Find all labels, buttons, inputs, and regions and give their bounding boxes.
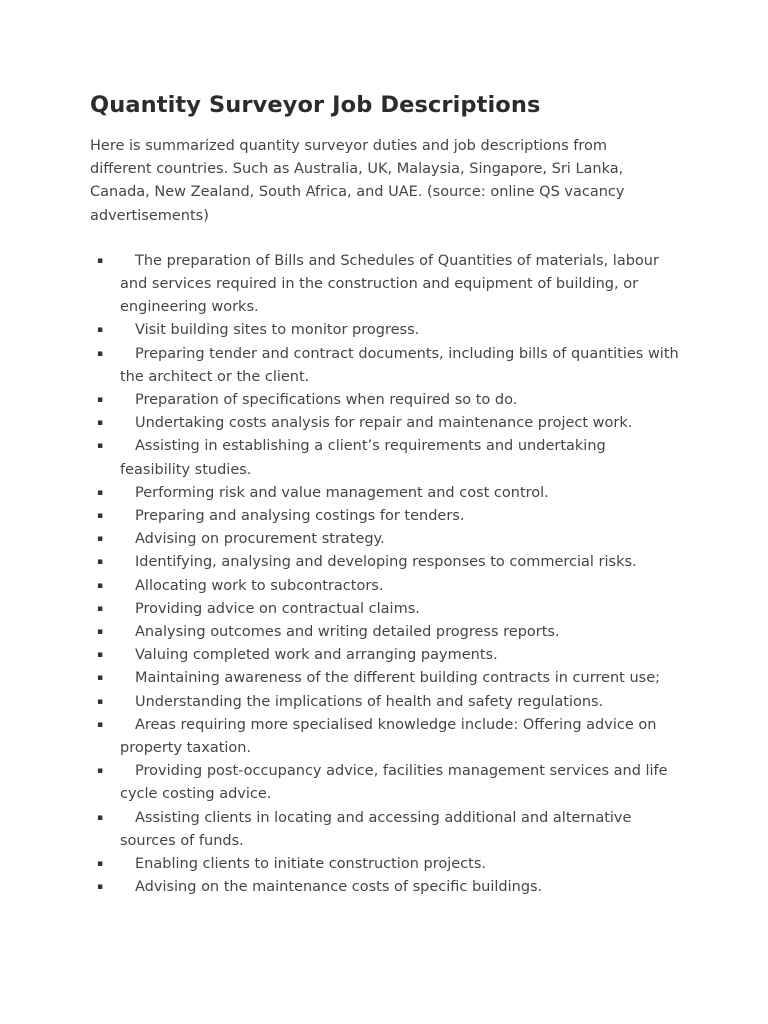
duty-text: Advising on the maintenance costs of specific buildings. xyxy=(135,879,543,896)
bullet-icon: ▪ xyxy=(97,719,104,730)
duty-text: Assisting clients in locating and accessing additional and alternative sources of funds. xyxy=(120,809,632,849)
duty-text: Maintaining awareness of the different building contracts in current use; xyxy=(135,670,661,687)
bullet-icon: ▪ xyxy=(97,557,104,568)
duty-item xyxy=(90,343,680,389)
bullet-icon: ▪ xyxy=(97,859,104,870)
duty-text: Analysing outcomes and writing detailed progress reports. xyxy=(135,624,560,641)
duty-item xyxy=(90,876,680,899)
duty-item xyxy=(90,528,680,551)
duty-text: Allocating work to subcontractors. xyxy=(135,577,384,594)
intro-paragraph: Here is summarized quantity surveyor duties and job descriptions from different countries. Such as Australia, UK, Malaysia, Singapore, Sri Lanka, Canada, New Zealand, South Africa, and UAE. (source: online QS vacancy advertisements) xyxy=(90,138,625,224)
duty-item xyxy=(90,691,680,714)
bullet-icon: ▪ xyxy=(97,603,104,614)
duties-list xyxy=(90,250,690,900)
duty-item xyxy=(90,760,680,806)
duty-text: Performing risk and value management and cost control. xyxy=(135,484,549,501)
duty-item xyxy=(90,250,680,320)
duty-item xyxy=(90,551,680,574)
duty-text: Preparing and analysing costings for tenders. xyxy=(135,508,465,525)
bullet-icon: ▪ xyxy=(97,766,104,777)
duty-text: Providing advice on contractual claims. xyxy=(135,600,420,617)
bullet-icon: ▪ xyxy=(97,650,104,661)
duty-text: Preparing tender and contract documents, including bills of quantities with the architect or the client. xyxy=(120,345,679,385)
bullet-icon: ▪ xyxy=(97,395,104,406)
bullet-icon: ▪ xyxy=(97,487,104,498)
duty-text: The preparation of Bills and Schedules of Quantities of materials, labour and services required in the construction and equipment of building, or engineering works. xyxy=(120,252,659,316)
bullet-icon: ▪ xyxy=(97,348,104,359)
duty-text: Visit building sites to monitor progress. xyxy=(135,322,420,339)
bullet-icon: ▪ xyxy=(97,418,104,429)
duty-text: Assisting in establishing a client’s requirements and undertaking feasibility studies. xyxy=(120,438,606,478)
bullet-icon: ▪ xyxy=(97,580,104,591)
bullet-icon: ▪ xyxy=(97,255,104,266)
bullet-icon: ▪ xyxy=(97,696,104,707)
duty-item xyxy=(90,389,680,412)
duty-item xyxy=(90,319,680,342)
duty-text: Undertaking costs analysis for repair and maintenance project work. xyxy=(135,415,633,432)
duty-item xyxy=(90,482,680,505)
duty-text: Providing post-occupancy advice, facilities management services and life cycle costing advice. xyxy=(120,763,668,803)
page-title: Quantity Surveyor Job Descriptions xyxy=(90,92,541,118)
duty-item xyxy=(90,853,680,876)
duty-text: Identifying, analysing and developing responses to commercial risks. xyxy=(135,554,637,571)
duty-text: Areas requiring more specialised knowledge include: Offering advice on property taxation. xyxy=(120,716,657,757)
duty-item xyxy=(90,598,680,621)
duty-text: Valuing completed work and arranging payments. xyxy=(135,647,498,664)
bullet-icon: ▪ xyxy=(97,673,104,684)
document-page xyxy=(90,88,690,900)
duty-text: Preparation of specifications when required so to do. xyxy=(135,392,518,409)
duty-item xyxy=(90,714,680,760)
duty-text: Understanding the implications of health and safety regulations. xyxy=(135,693,604,710)
duty-item xyxy=(90,575,680,598)
duty-item xyxy=(90,644,680,667)
duty-item xyxy=(90,667,680,690)
bullet-icon: ▪ xyxy=(97,627,104,638)
duty-item xyxy=(90,505,680,528)
bullet-icon: ▪ xyxy=(97,812,104,823)
bullet-icon: ▪ xyxy=(97,511,104,522)
bullet-icon: ▪ xyxy=(97,882,104,893)
duty-item xyxy=(90,412,680,435)
bullet-icon: ▪ xyxy=(97,441,104,452)
duty-text: Advising on procurement strategy. xyxy=(135,531,385,548)
bullet-icon: ▪ xyxy=(97,534,104,545)
duty-item xyxy=(90,621,680,644)
duty-item xyxy=(90,807,680,853)
duty-text: Enabling clients to initiate construction projects. xyxy=(135,856,486,873)
bullet-icon: ▪ xyxy=(97,325,104,336)
duty-item xyxy=(90,435,680,481)
